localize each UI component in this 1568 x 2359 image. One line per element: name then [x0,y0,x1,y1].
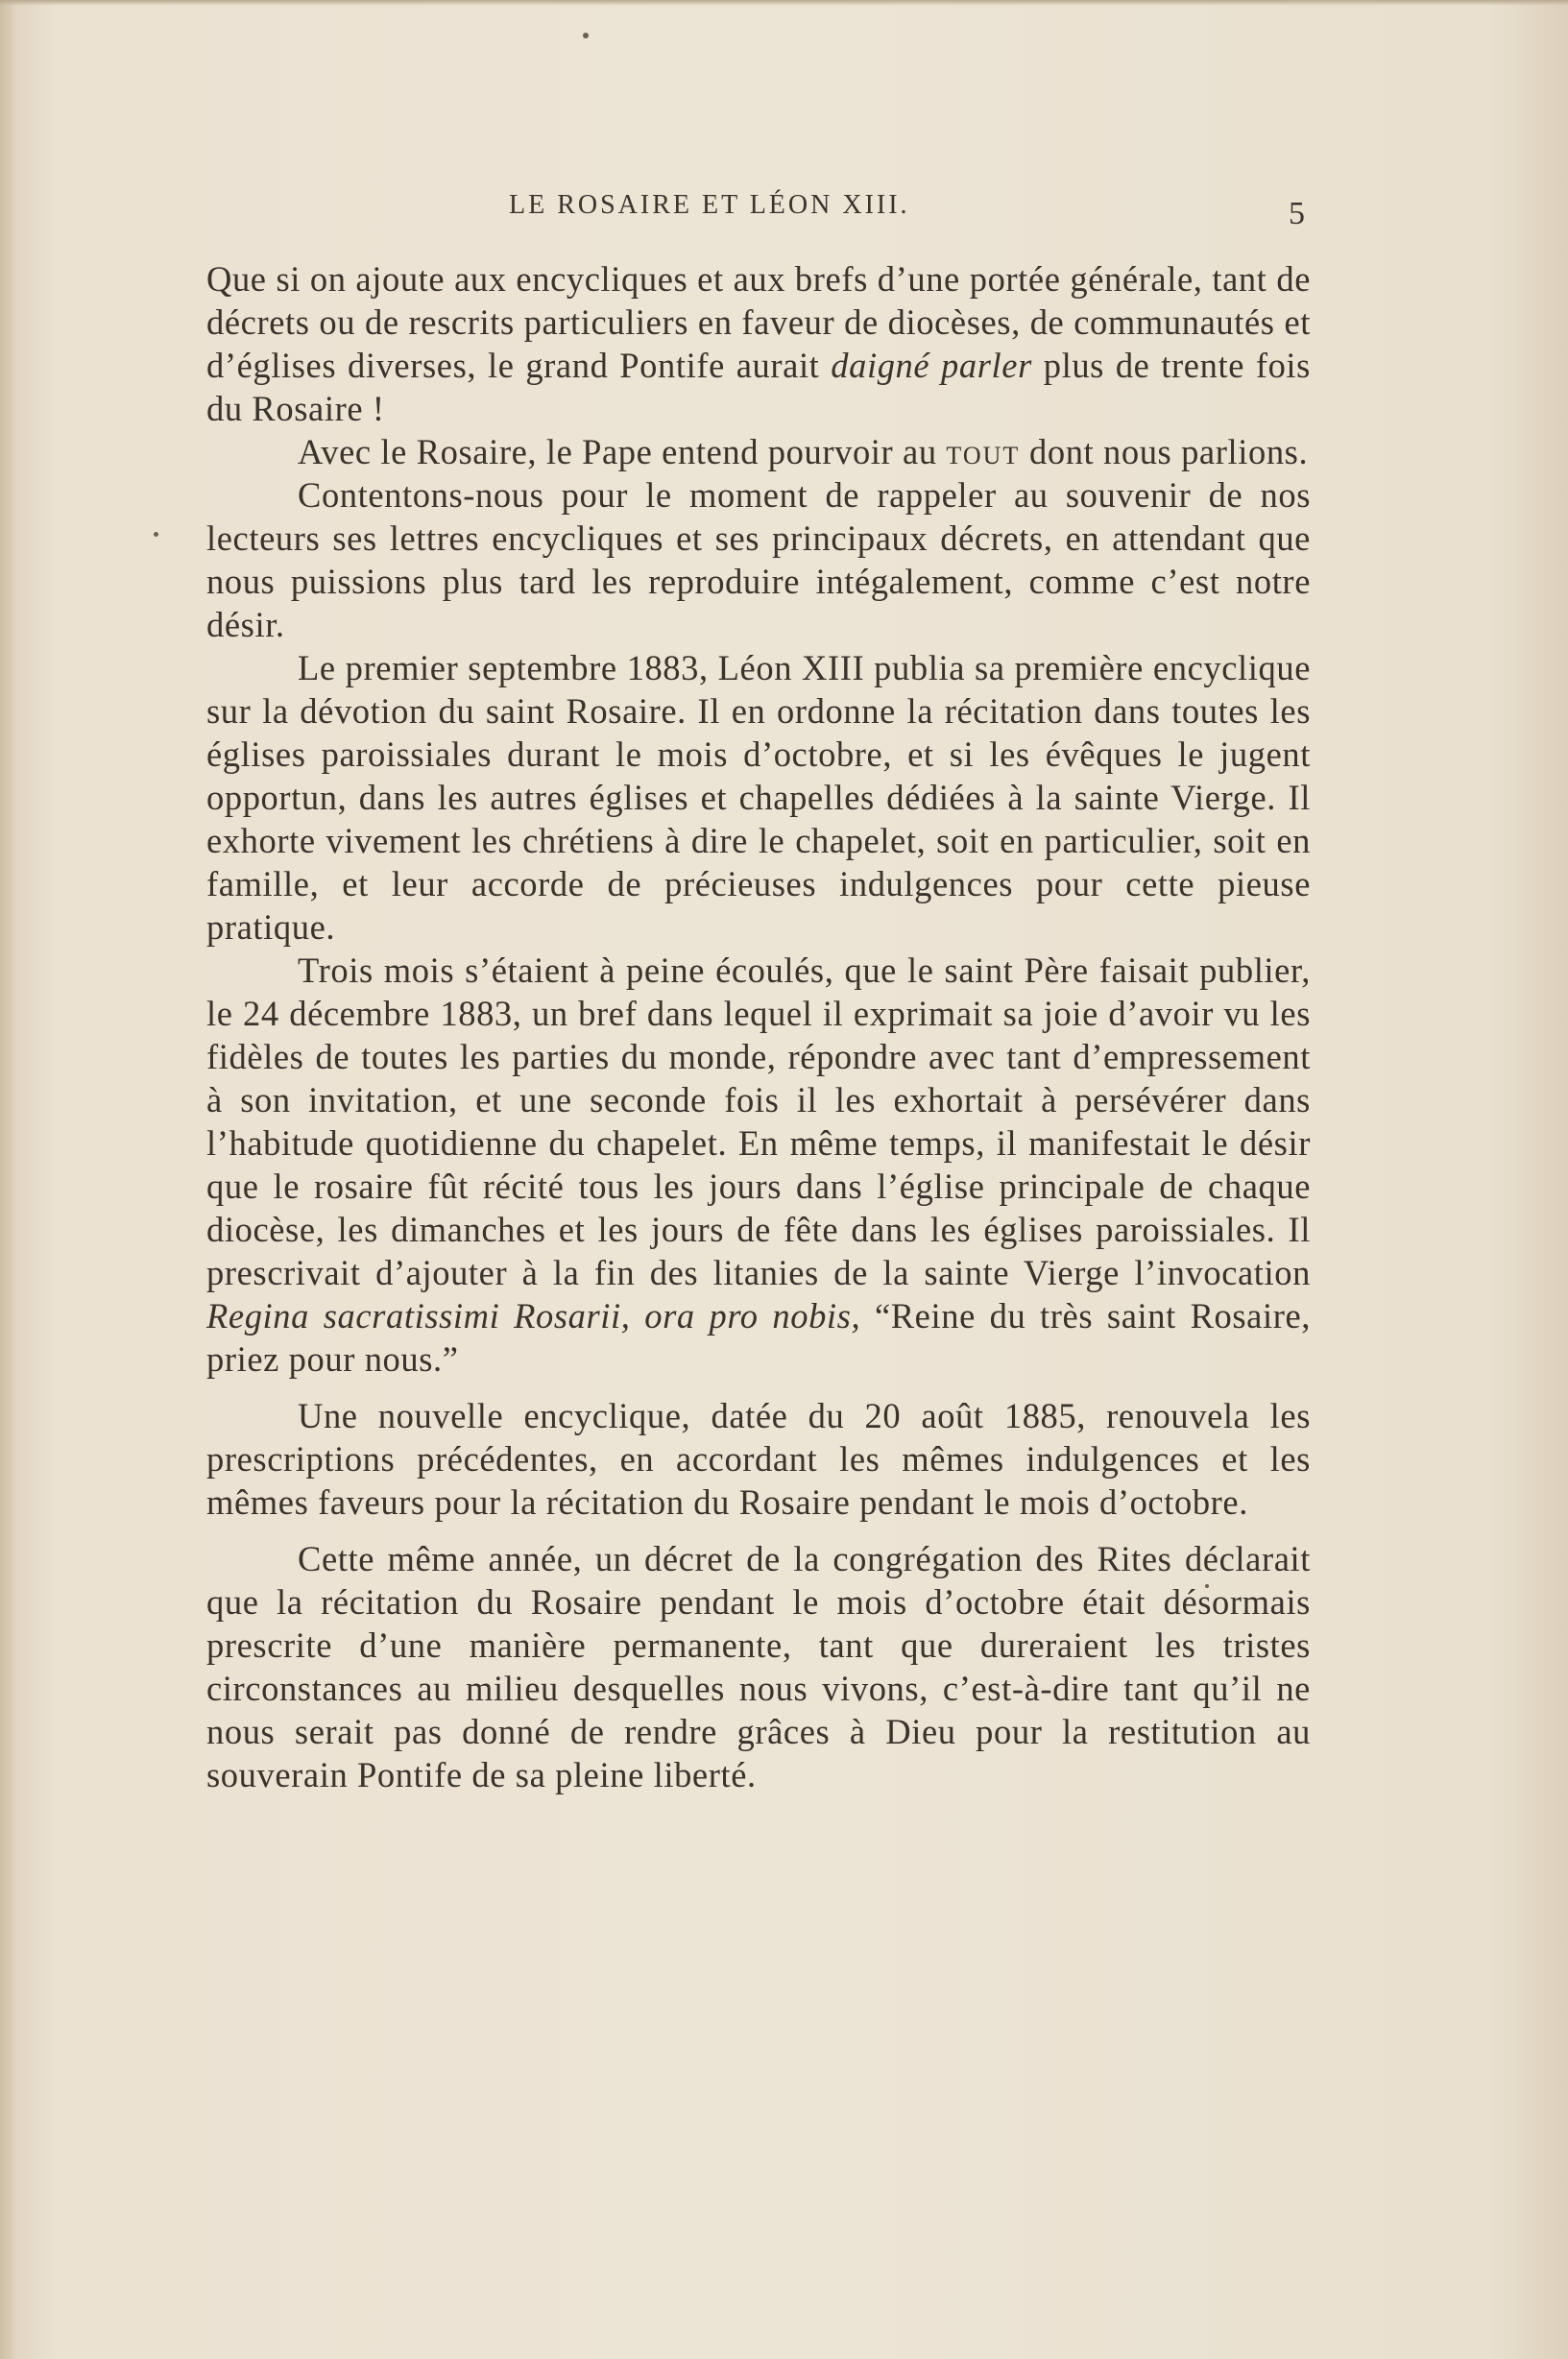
body-text [206,257,1311,1796]
paragraph-5-text-a: Trois mois s’étaient à peine écoulés, que le saint Père faisait publier, le 24 décembre 1883, un bref dans lequel il exprimait sa joie d’avoir vu les fidèles de toutes les parties du monde, répondre avec tant d’empressement à son invitation, et une seconde fois il les exhortait à persévérer dans l’habitude quotidienne du chapelet. En même temps, il manifestait le désir que le rosaire fût récité tous les jours dans l’église principale de chaque diocèse, les dimanches et les jours de fête dans les églises paroissiales. Il prescrivait d’ajouter à la fin des litanies de la sainte Vierge l’invocation [206,951,1311,1292]
page-top-edge [0,0,1568,6]
emphasis-daigne-parler: daigné parler [831,346,1032,385]
page-header [0,190,1568,238]
paragraph-1-text-b: plus de trente fois du Rosaire ! [206,346,1311,428]
page-number: 5 [1289,196,1305,231]
ink-speck [154,532,158,537]
paragraph-2-text-b: dont nous parlions. [1020,432,1309,471]
paragraph-3: Contentons-nous pour le moment de rappeler au souvenir de nos lecteurs ses lettres encycliques et ses principaux décrets, en attendant que nous puissions plus tard les reproduire intégalement, comme c’est notre désir. [206,475,1311,644]
paragraph-5 [206,949,1311,1381]
paragraph-7: Cette même année, un décret de la congrégation des Rites déclarait que la récitation du Rosaire pendant le mois d’octobre était désormais prescrite d’une manière permanente, tant que dureraient les tristes circonstances au milieu desquelles nous vivons, c’est-à-dire tant qu’il ne nous serait pas donné de rendre grâces à Dieu pour la restitution au souverain Pontife de sa pleine liberté. [206,1539,1311,1794]
small-caps-tout: tout [946,432,1021,471]
paragraph-1 [206,257,1311,430]
paragraph-2-text-a: Avec le Rosaire, le Pape entend pourvoir au [298,432,947,471]
paragraph-2 [206,430,1311,473]
paragraph-5-text-b: “Reine du très saint Rosaire, priez pour nous.” [206,1296,1311,1379]
ink-speck [583,33,589,38]
latin-invocation: Regina sacratissimi Rosarii, ora pro nobis, [206,1296,861,1336]
paragraph-6: Une nouvelle encyclique, datée du 20 août 1885, renouvela les prescriptions précédentes, en accordant les mêmes indulgences et les mêmes faveurs pour la récitation du Rosaire pendant le mois d’octobre. [206,1396,1311,1522]
running-title: LE ROSAIRE ET LÉON XIII. [509,190,910,220]
paragraph-1-text-a: Que si on ajoute aux encycliques et aux brefs d’une portée générale, tant de décrets ou de rescrits particuliers en faveur de diocèses, de communautés et d’églises diverses, le grand Pontife aurait [206,259,1311,385]
paragraph-4: Le premier septembre 1883, Léon XIII publia sa première encyclique sur la dévotion du saint Rosaire. Il en ordonne la récitation dans toutes les églises paroissiales durant le mois d’octobre, et si les évêques le jugent opportun, dans les autres églises et chapelles dédiées à la sainte Vierge. Il exhorte vivement les chrétiens à dire le chapelet, soit en particulier, soit en famille, et leur accorde de précieuses indulgences pour cette pieuse pratique. [206,648,1311,947]
